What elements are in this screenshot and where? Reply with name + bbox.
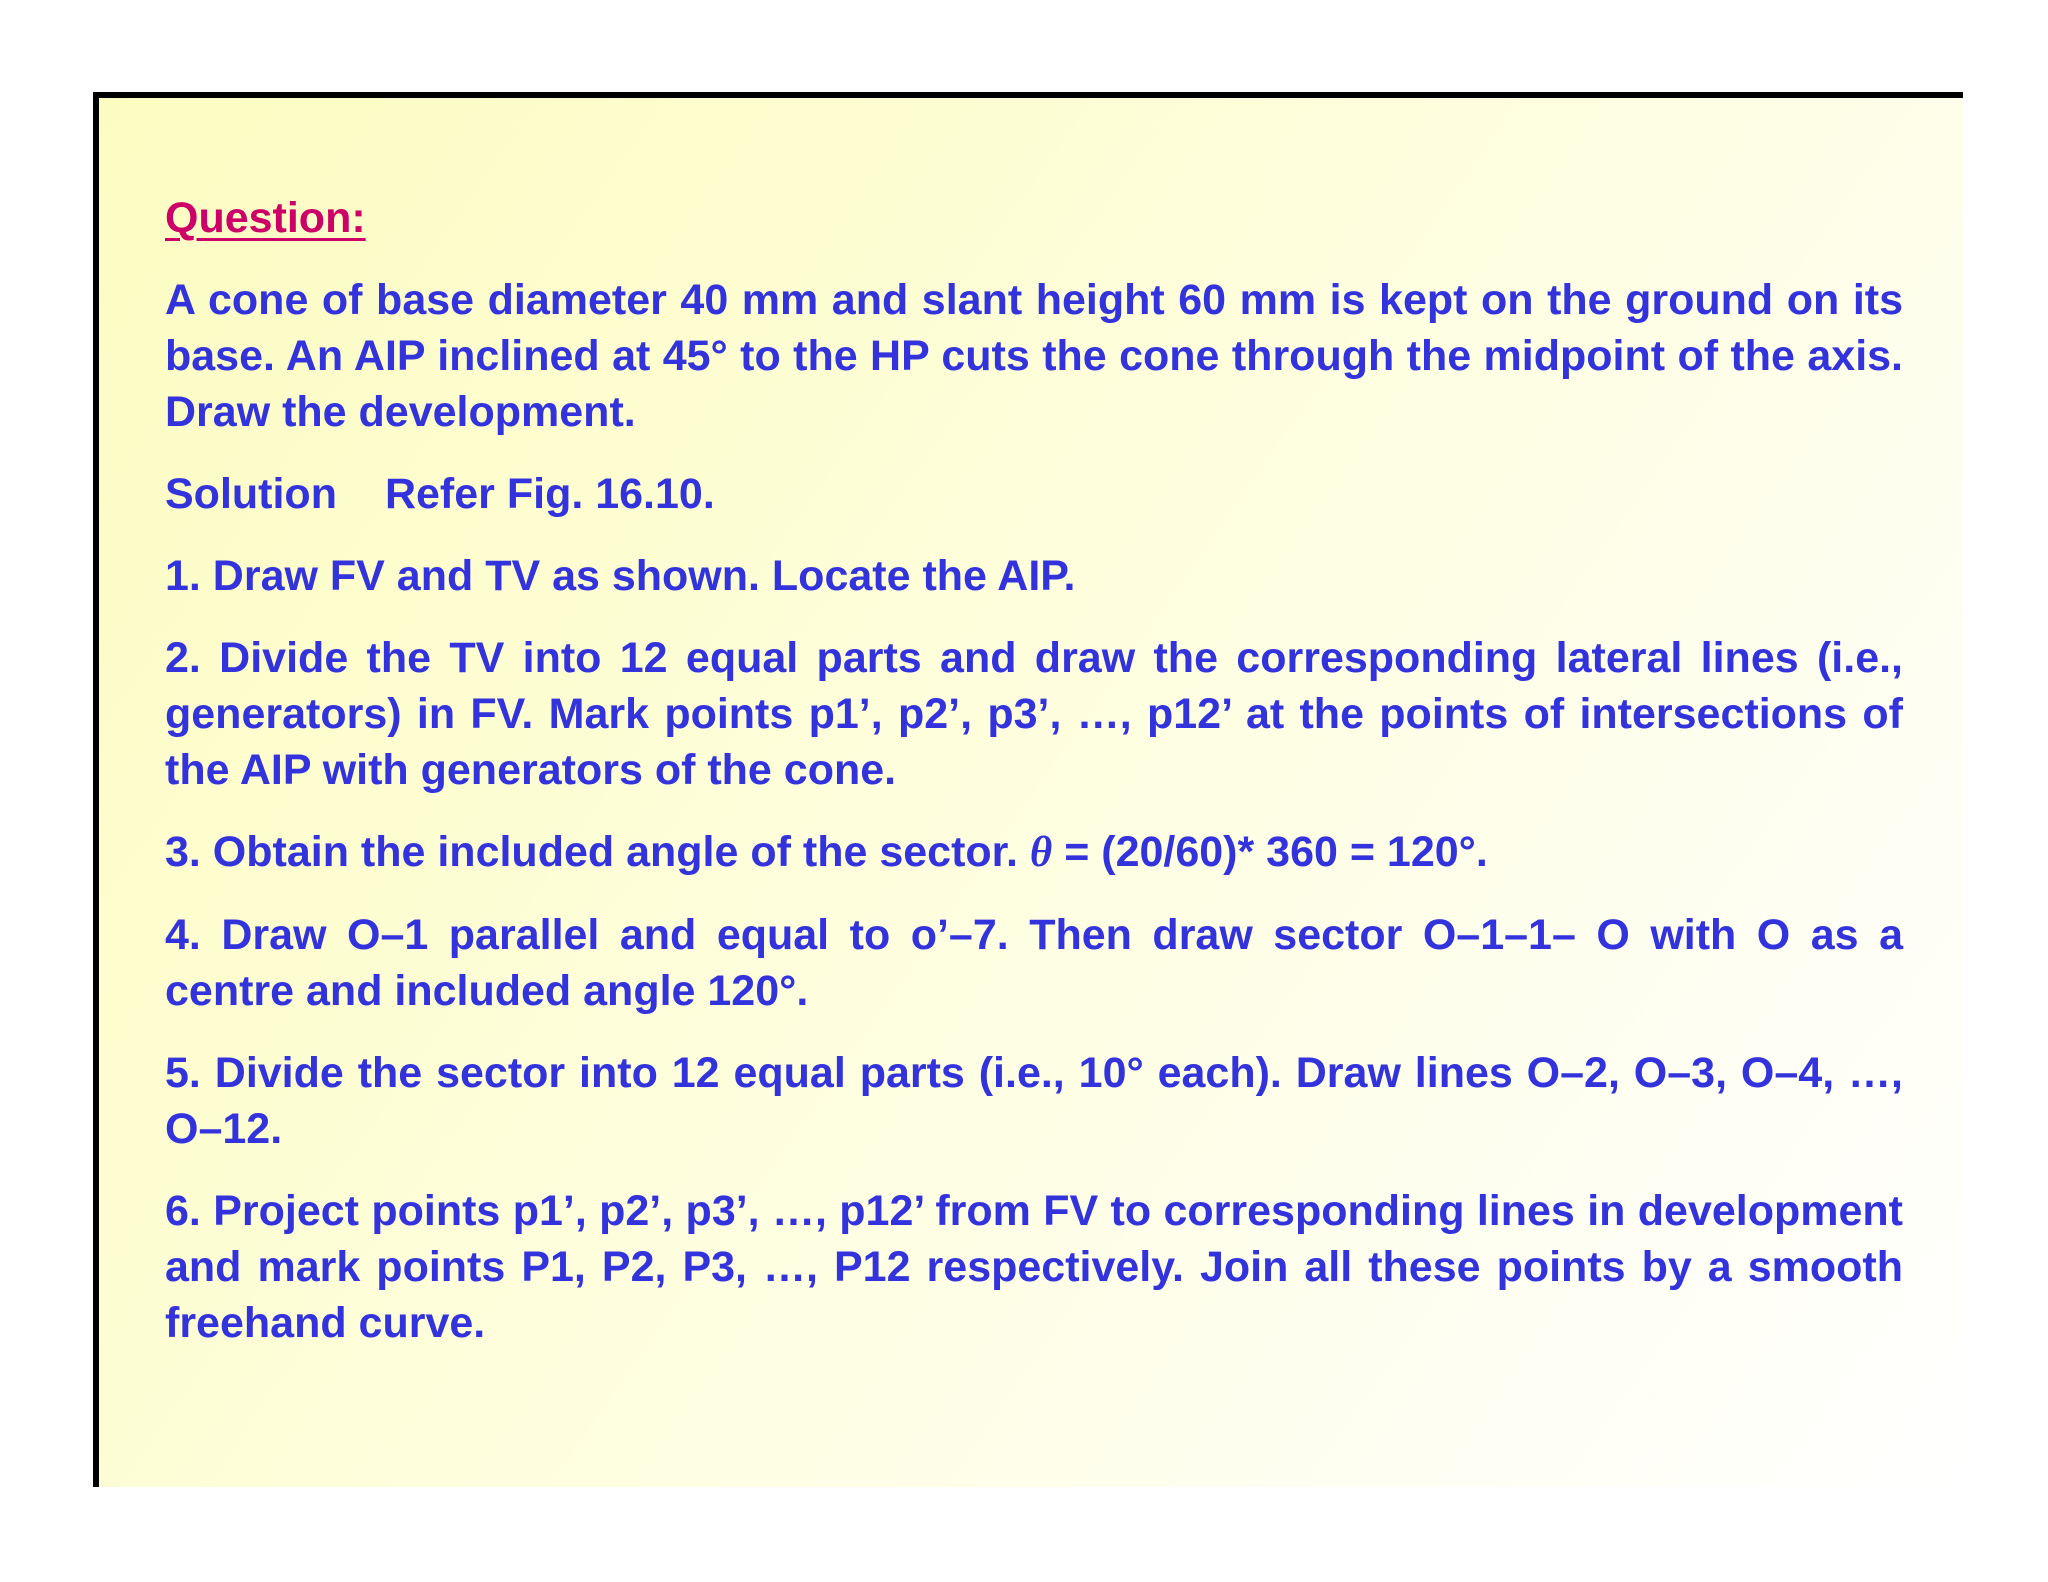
- step-4: 4. Draw O–1 parallel and equal to o’–7. Then draw sector O–1–1– O with O as a centre and included angle 120°.: [165, 911, 1903, 1015]
- step-6: 6. Project points p1’, p2’, p3’, …, p12’ from FV to corresponding lines in development and mark points P1, P2, P3, …, P12 respectively. Join all these points by a smooth freehand curve.: [165, 1187, 1903, 1347]
- theta-symbol: θ: [1029, 829, 1053, 876]
- step-3-text-start: 3. Obtain the included angle of the sector.: [165, 828, 1030, 876]
- slide-frame: [93, 92, 1963, 1487]
- slide-content: [165, 190, 1903, 1377]
- solution-reference: Refer Fig. 16.10.: [384, 470, 715, 518]
- question-text: A cone of base diameter 40 mm and slant height 60 mm is kept on the ground on its base. An AIP inclined at 45° to the HP cuts the cone through the midpoint of the axis. Draw the development.: [165, 276, 1903, 436]
- step-3: [165, 824, 1903, 881]
- question-heading: Question:: [165, 194, 366, 242]
- solution-label: Solution: [165, 470, 337, 518]
- step-5: 5. Divide the sector into 12 equal parts (i.e., 10° each). Draw lines O–2, O–3, O–4, …, O–12.: [165, 1049, 1903, 1153]
- step-2: 2. Divide the TV into 12 equal parts and draw the corresponding lateral lines (i.e., generators) in FV. Mark points p1’, p2’, p3’, …, p12’ at the points of intersections of the AIP with generators of the cone.: [165, 634, 1903, 794]
- step-1: 1. Draw FV and TV as shown. Locate the AIP.: [165, 552, 1076, 600]
- step-3-text-end: = (20/60)* 360 = 120°.: [1052, 828, 1488, 876]
- solution-line: [165, 466, 1903, 522]
